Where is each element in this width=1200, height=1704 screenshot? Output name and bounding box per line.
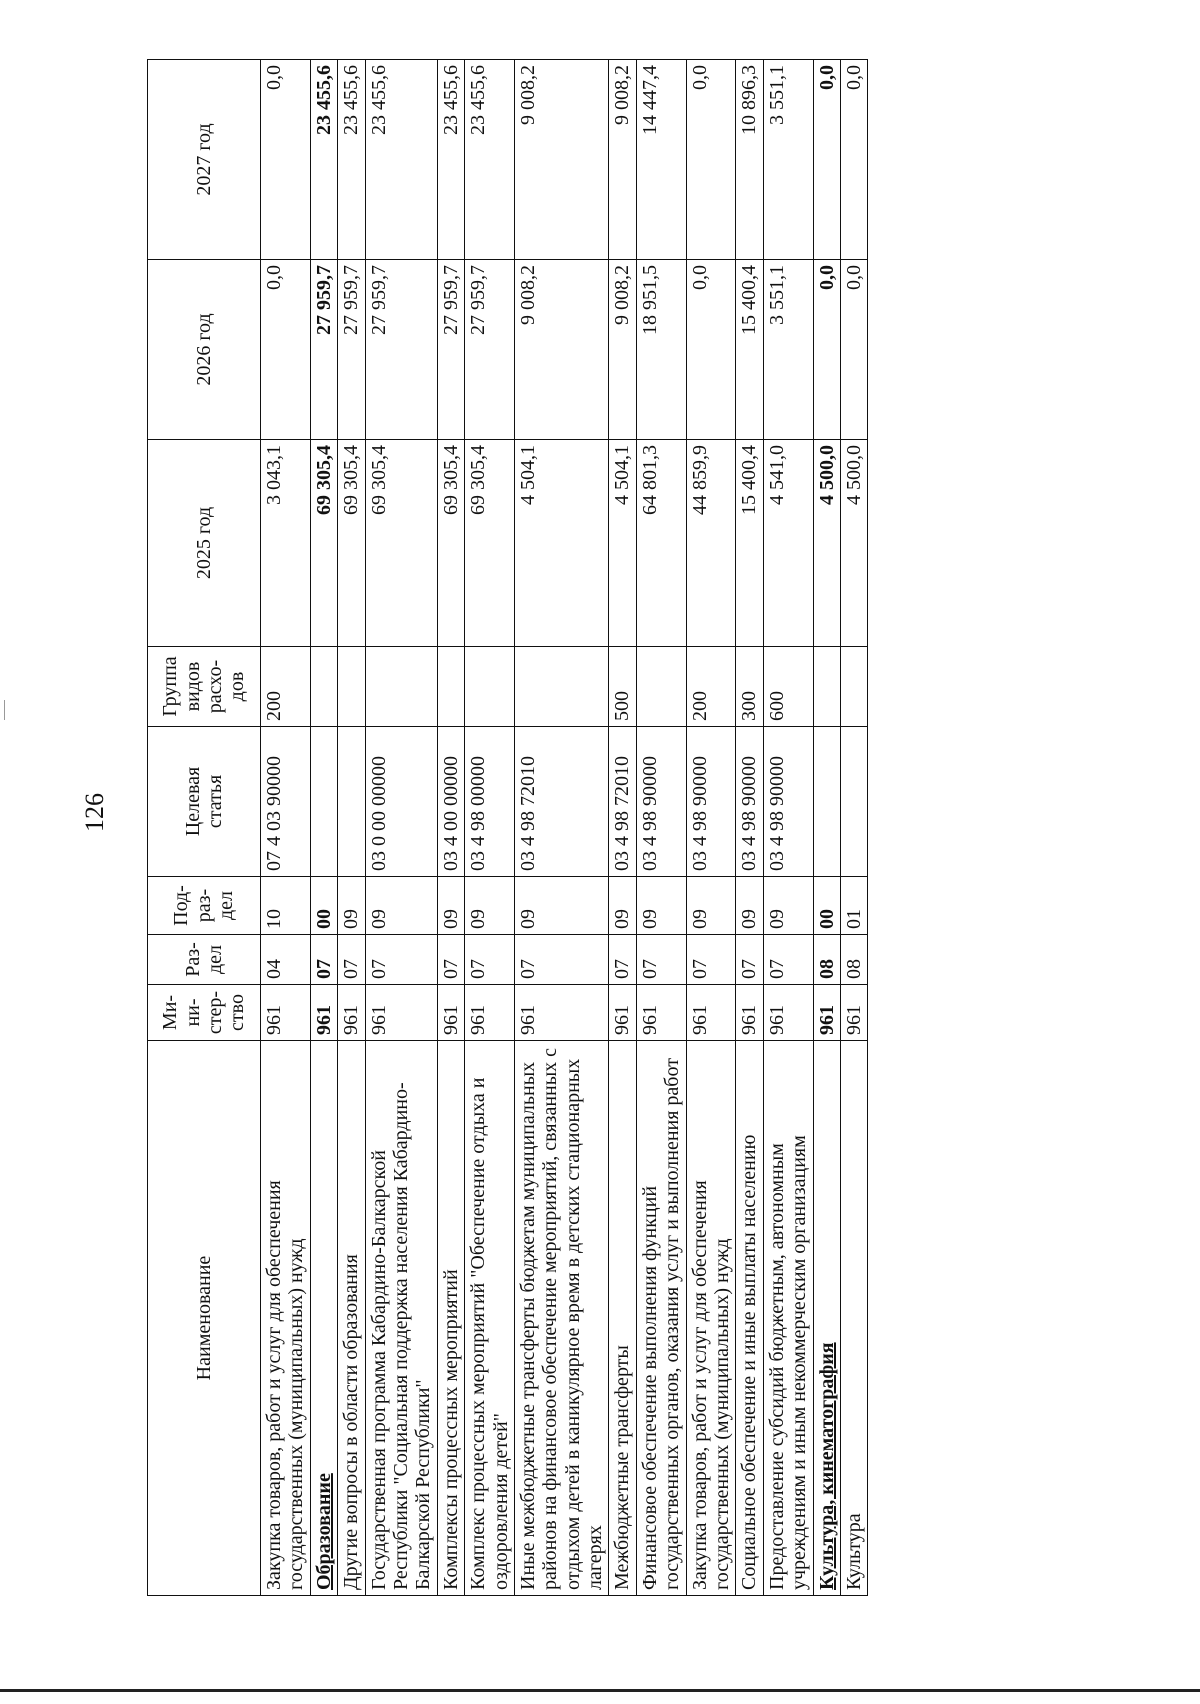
table-row [609,60,636,1596]
cell-ministry: 961 [636,985,686,1041]
cell-target: 03 0 00 00000 [365,727,437,877]
cell-subsection: 09 [514,877,609,935]
cell-target: 03 4 98 90000 [636,727,686,877]
cell-target [310,727,337,877]
cell-group: 500 [609,647,636,727]
cell-y2025: 69 305,4 [365,440,437,647]
cell-y2027: 0,0 [261,60,311,260]
cell-section: 07 [437,935,464,985]
cell-target: 07 4 03 90000 [261,727,311,877]
table-row [686,60,736,1596]
cell-y2026: 3 551,1 [763,260,813,440]
cell-y2026: 27 959,7 [437,260,464,440]
cell-group: 200 [686,647,736,727]
cell-y2026: 9 008,2 [514,260,609,440]
header-subsection: Под- раз- дел [148,877,261,935]
cell-section: 08 [840,935,867,985]
cell-target [338,727,365,877]
header-group: Группа видов расхо- дов [148,647,261,727]
cell-y2026: 27 959,7 [310,260,337,440]
table-row [840,60,867,1596]
cell-y2026: 0,0 [261,260,311,440]
cell-name: Комплекс процессных мероприятий "Обеспечение отдыха и оздоровления детей" [465,1041,515,1596]
scan-left-mark [4,700,5,720]
cell-y2027: 10 896,3 [736,60,763,260]
page-number: 126 [80,793,109,832]
cell-subsection: 09 [338,877,365,935]
cell-y2026: 9 008,2 [609,260,636,440]
cell-name: Социальное обеспечение и иные выплаты населению [736,1041,763,1596]
cell-ministry: 961 [261,985,311,1041]
cell-y2027: 23 455,6 [310,60,337,260]
cell-group [437,647,464,727]
cell-y2026: 15 400,4 [736,260,763,440]
cell-y2027: 9 008,2 [514,60,609,260]
cell-subsection: 09 [365,877,437,935]
cell-subsection: 09 [609,877,636,935]
cell-y2027: 14 447,4 [636,60,686,260]
cell-name: Закупка товаров, работ и услуг для обеспечения государственных (муниципальных) нужд [686,1041,736,1596]
cell-ministry: 961 [338,985,365,1041]
cell-y2025: 4 504,1 [514,440,609,647]
cell-group: 300 [736,647,763,727]
cell-y2025: 4 541,0 [763,440,813,647]
cell-subsection: 09 [636,877,686,935]
scan-bottom-edge [0,1689,1200,1692]
header-2026: 2026 год [148,260,261,440]
cell-name: Предоставление субсидий бюджетным, автономным учреждениям и иным некоммерческим организациям [763,1041,813,1596]
table-row [310,60,337,1596]
cell-ministry: 961 [840,985,867,1041]
cell-y2025: 4 500,0 [840,440,867,647]
cell-section: 07 [365,935,437,985]
rotated-page-content [147,60,1043,1596]
cell-y2026: 0,0 [840,260,867,440]
cell-y2027: 0,0 [840,60,867,260]
cell-section: 07 [736,935,763,985]
cell-name: Другие вопросы в области образования [338,1041,365,1596]
cell-subsection: 09 [465,877,515,935]
cell-y2025: 64 801,3 [636,440,686,647]
cell-y2027: 23 455,6 [437,60,464,260]
cell-y2027: 0,0 [813,60,840,260]
cell-y2027: 23 455,6 [338,60,365,260]
cell-group: 200 [261,647,311,727]
cell-ministry: 961 [686,985,736,1041]
cell-y2025: 69 305,4 [338,440,365,647]
cell-group: 600 [763,647,813,727]
cell-name: Иные межбюджетные трансферты бюджетам муниципальных районов на финансовое обеспечение мероприятий, связанных с отдыхом детей в каникулярное время в детских стационарных лагерях [514,1041,609,1596]
cell-name: Образование [310,1041,337,1596]
cell-ministry: 961 [763,985,813,1041]
cell-y2025: 69 305,4 [437,440,464,647]
header-2027: 2027 год [148,60,261,260]
cell-name: Финансовое обеспечение выполнения функций государственных органов, оказания услуг и выполнения работ [636,1041,686,1596]
cell-target: 03 4 98 90000 [736,727,763,877]
cell-ministry: 961 [514,985,609,1041]
cell-section: 07 [514,935,609,985]
table-row [514,60,609,1596]
cell-y2026: 0,0 [813,260,840,440]
cell-target: 03 4 98 00000 [465,727,515,877]
table-body [261,60,868,1596]
cell-section: 07 [338,935,365,985]
budget-table [147,59,868,1596]
cell-y2025: 4 500,0 [813,440,840,647]
cell-y2027: 0,0 [686,60,736,260]
cell-y2025: 69 305,4 [465,440,515,647]
cell-y2025: 15 400,4 [736,440,763,647]
cell-y2026: 0,0 [686,260,736,440]
cell-subsection: 09 [686,877,736,935]
cell-target: 03 4 98 72010 [514,727,609,877]
table-header-row [148,60,261,1596]
cell-ministry: 961 [310,985,337,1041]
table-row [338,60,365,1596]
table-row [763,60,813,1596]
table-row [636,60,686,1596]
cell-y2026: 27 959,7 [338,260,365,440]
cell-y2027: 23 455,6 [465,60,515,260]
cell-ministry: 961 [365,985,437,1041]
cell-ministry: 961 [813,985,840,1041]
cell-section: 07 [636,935,686,985]
cell-name: Культура, кинематография [813,1041,840,1596]
cell-y2026: 27 959,7 [465,260,515,440]
cell-name: Комплексы процессных мероприятий [437,1041,464,1596]
cell-ministry: 961 [609,985,636,1041]
cell-subsection: 00 [813,877,840,935]
header-2025: 2025 год [148,440,261,647]
table-row [261,60,311,1596]
table-row [813,60,840,1596]
cell-group [310,647,337,727]
cell-group [840,647,867,727]
cell-target [813,727,840,877]
cell-section: 04 [261,935,311,985]
cell-group [338,647,365,727]
cell-target: 03 4 00 00000 [437,727,464,877]
cell-target: 03 4 98 90000 [686,727,736,877]
table-row [736,60,763,1596]
cell-section: 07 [310,935,337,985]
cell-y2025: 4 504,1 [609,440,636,647]
cell-group [636,647,686,727]
table-row [365,60,437,1596]
cell-y2027: 3 551,1 [763,60,813,260]
cell-y2025: 69 305,4 [310,440,337,647]
cell-name: Межбюджетные трансферты [609,1041,636,1596]
cell-subsection: 01 [840,877,867,935]
cell-subsection: 09 [736,877,763,935]
table-row [437,60,464,1596]
cell-section: 07 [763,935,813,985]
cell-ministry: 961 [736,985,763,1041]
cell-target: 03 4 98 90000 [763,727,813,877]
cell-subsection: 10 [261,877,311,935]
cell-target [840,727,867,877]
cell-y2025: 44 859,9 [686,440,736,647]
cell-group [365,647,437,727]
header-target: Целевая статья [148,727,261,877]
cell-ministry: 961 [437,985,464,1041]
cell-subsection: 09 [763,877,813,935]
table-row [465,60,515,1596]
header-name: Наименование [148,1041,261,1596]
cell-name: Культура [840,1041,867,1596]
cell-y2027: 23 455,6 [365,60,437,260]
cell-y2027: 9 008,2 [609,60,636,260]
cell-name: Государственная программа Кабардино-Балкарской Республики "Социальная поддержка населения Кабардино-Балкарской Республики" [365,1041,437,1596]
header-ministry: Ми- ни- стер- ство [148,985,261,1041]
cell-ministry: 961 [465,985,515,1041]
cell-subsection: 00 [310,877,337,935]
cell-section: 07 [609,935,636,985]
cell-section: 07 [465,935,515,985]
cell-y2026: 27 959,7 [365,260,437,440]
cell-section: 07 [686,935,736,985]
cell-y2026: 18 951,5 [636,260,686,440]
cell-target: 03 4 98 72010 [609,727,636,877]
cell-group [465,647,515,727]
cell-name: Закупка товаров, работ и услуг для обеспечения государственных (муниципальных) нужд [261,1041,311,1596]
header-section: Раз- дел [148,935,261,985]
cell-group [813,647,840,727]
cell-section: 08 [813,935,840,985]
cell-group [514,647,609,727]
cell-y2025: 3 043,1 [261,440,311,647]
cell-subsection: 09 [437,877,464,935]
